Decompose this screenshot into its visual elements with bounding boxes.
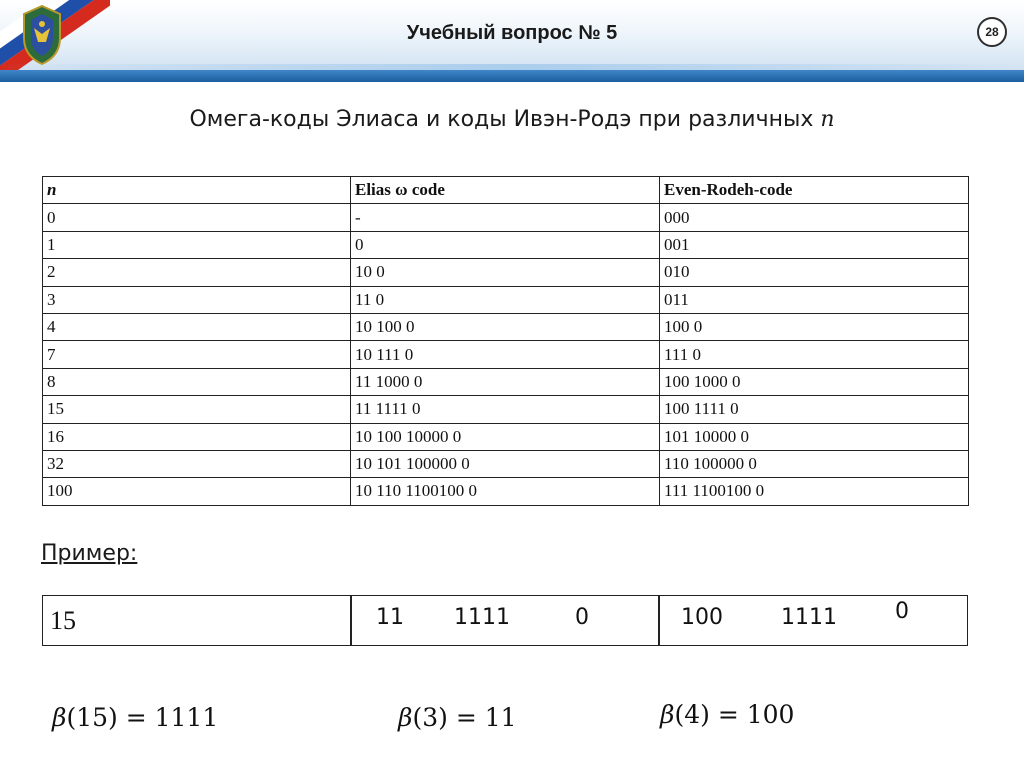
formula-beta-3 (398, 703, 517, 732)
cell-n: 1 (43, 231, 351, 258)
beta-symbol: β (398, 703, 413, 732)
page-number-badge: 28 (977, 17, 1007, 47)
cell-elias: 10 101 100000 0 (351, 450, 660, 477)
formula-expression: (3) = 11 (412, 703, 517, 732)
cell-n: 16 (43, 423, 351, 450)
table-row (43, 341, 969, 368)
cell-even-rodeh: 000 (660, 204, 969, 231)
cell-n: 7 (43, 341, 351, 368)
cell-even-rodeh: 011 (660, 286, 969, 313)
example-n: 15 (50, 606, 76, 635)
formula-expression: (4) = 100 (674, 700, 795, 729)
cell-n: 100 (43, 478, 351, 505)
cell-even-rodeh: 001 (660, 231, 969, 258)
example-label: Пример: (41, 541, 138, 566)
formula-beta-15 (52, 703, 218, 732)
cell-n: 8 (43, 368, 351, 395)
cell-elias: 11 1000 0 (351, 368, 660, 395)
cell-even-rodeh: 111 1100100 0 (660, 478, 969, 505)
cell-even-rodeh: 111 0 (660, 341, 969, 368)
slide-title-text: Омега-коды Элиаса и коды Ивэн-Родэ при различных (189, 107, 814, 132)
table-header-row (43, 177, 969, 204)
cell-elias: 10 100 0 (351, 313, 660, 340)
cell-elias: 10 100 10000 0 (351, 423, 660, 450)
cell-elias: 10 111 0 (351, 341, 660, 368)
table-row (43, 204, 969, 231)
column-header-even-rodeh: Even-Rodeh-code (660, 177, 969, 204)
beta-symbol: β (660, 700, 675, 729)
cell-n: 4 (43, 313, 351, 340)
header-title: Учебный вопрос № 5 (406, 22, 618, 44)
column-header-elias: Elias ω code (351, 177, 660, 204)
example-even-rodeh-binary: 1111 (781, 605, 837, 630)
cell-n: 15 (43, 396, 351, 423)
table-row (43, 313, 969, 340)
cell-n: 2 (43, 259, 351, 286)
example-elias-terminator: 0 (575, 605, 589, 630)
table-row (43, 368, 969, 395)
cell-n: 3 (43, 286, 351, 313)
cell-n: 32 (43, 450, 351, 477)
slide-header (0, 0, 1024, 82)
cell-elias: 10 0 (351, 259, 660, 286)
example-even-rodeh-prefix: 100 (681, 605, 723, 630)
codes-table (42, 176, 969, 506)
formula-beta-4 (660, 700, 794, 729)
cell-n: 0 (43, 204, 351, 231)
cell-even-rodeh: 110 100000 0 (660, 450, 969, 477)
cell-even-rodeh: 100 0 (660, 313, 969, 340)
formula-expression: (15) = 1111 (66, 703, 219, 732)
header-bar (0, 70, 1024, 82)
cell-elias: 11 0 (351, 286, 660, 313)
table-row (43, 478, 969, 505)
cell-elias: - (351, 204, 660, 231)
cell-elias: 10 110 1100100 0 (351, 478, 660, 505)
example-divider (350, 595, 352, 646)
table-row (43, 286, 969, 313)
cell-elias: 0 (351, 231, 660, 258)
cell-elias: 11 1111 0 (351, 396, 660, 423)
table-row (43, 231, 969, 258)
example-elias-prefix: 11 (376, 605, 404, 630)
example-box (42, 595, 968, 646)
beta-symbol: β (52, 703, 67, 732)
table-row (43, 423, 969, 450)
slide-title (0, 107, 1024, 132)
example-even-rodeh-terminator: 0 (895, 599, 909, 624)
example-divider (658, 595, 660, 646)
cell-even-rodeh: 101 10000 0 (660, 423, 969, 450)
cell-even-rodeh: 010 (660, 259, 969, 286)
cell-even-rodeh: 100 1000 0 (660, 368, 969, 395)
example-elias-binary: 1111 (454, 605, 510, 630)
table-row (43, 450, 969, 477)
column-header-n: n (43, 177, 351, 204)
slide-title-variable: n (820, 107, 835, 132)
table-row (43, 259, 969, 286)
table-row (43, 396, 969, 423)
cell-even-rodeh: 100 1111 0 (660, 396, 969, 423)
